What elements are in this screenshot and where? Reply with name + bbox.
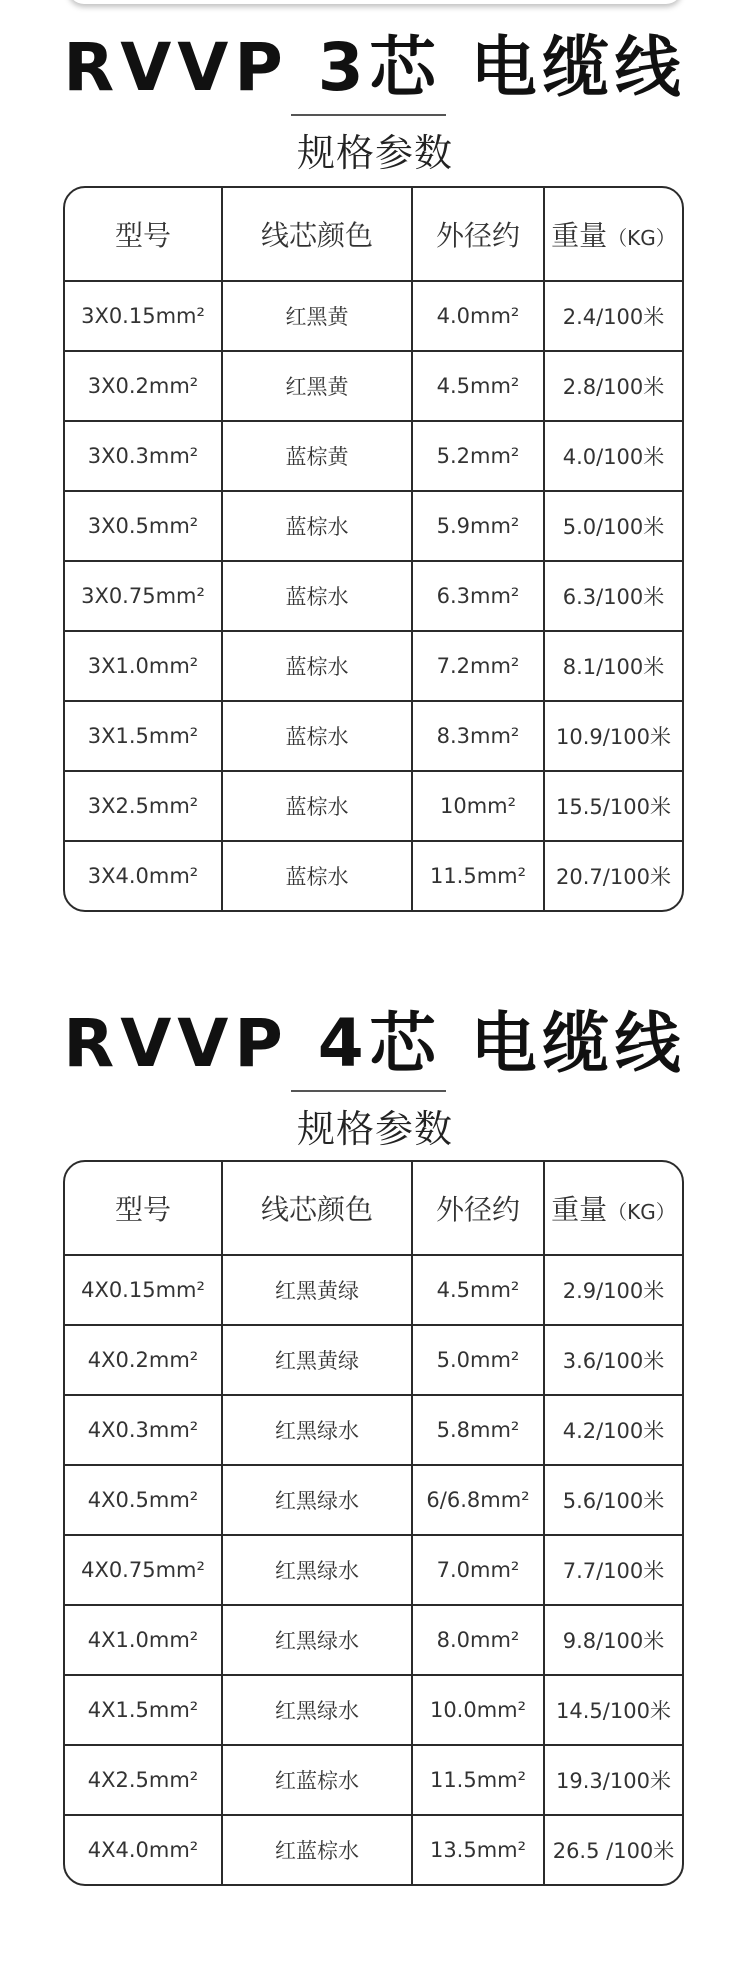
title-divider — [291, 114, 446, 116]
table-row — [65, 282, 682, 352]
cell-core-color: 蓝棕水 — [223, 562, 413, 632]
table-row — [65, 772, 682, 842]
cell-outer-diameter: 10mm² — [413, 772, 545, 842]
cell-model: 4X0.3mm² — [65, 1396, 223, 1466]
cell-model: 4X1.0mm² — [65, 1606, 223, 1676]
table-row — [65, 1816, 682, 1884]
cell-weight: 2.8/100米 — [545, 352, 682, 422]
table-row — [65, 1746, 682, 1816]
title-divider — [291, 1090, 446, 1092]
top-card-edge — [68, 0, 682, 4]
cell-outer-diameter: 4.5mm² — [413, 1256, 545, 1326]
cell-weight: 14.5/100米 — [545, 1676, 682, 1746]
table-row — [65, 352, 682, 422]
cell-weight: 26.5 /100米 — [552, 1839, 675, 1863]
table-row — [65, 1256, 682, 1326]
section-title: RVVP 4芯 电缆线 — [63, 1005, 687, 1082]
cell-model: 3X2.5mm² — [65, 772, 223, 842]
cell-core-color: 红黑黄绿 — [223, 1326, 413, 1396]
table-row — [65, 1396, 682, 1466]
cell-weight: 5.6/100米 — [545, 1466, 682, 1536]
cell-outer-diameter: 4.0mm² — [413, 282, 545, 352]
cell-core-color: 红黑绿水 — [223, 1536, 413, 1606]
cell-weight: 20.7/100米 — [556, 865, 671, 889]
section-subtitle: 规格参数 — [296, 1107, 453, 1151]
header-model: 型号 — [65, 188, 223, 282]
cell-weight: 2.9/100米 — [545, 1256, 682, 1326]
cell-model: 3X0.15mm² — [65, 282, 223, 352]
cell-core-color: 蓝棕水 — [223, 632, 413, 702]
cell-outer-diameter: 7.0mm² — [413, 1536, 545, 1606]
header-weight-label: 重量 — [551, 219, 608, 252]
cell-weight: 3.6/100米 — [545, 1326, 682, 1396]
table-row — [65, 842, 682, 910]
cell-weight: 5.0/100米 — [545, 492, 682, 562]
cell-outer-diameter: 5.0mm² — [413, 1326, 545, 1396]
cell-outer-diameter: 7.2mm² — [413, 632, 545, 702]
section-title: RVVP 3芯 电缆线 — [63, 29, 687, 106]
cell-outer-diameter: 10.0mm² — [413, 1676, 545, 1746]
cell-model: 3X1.0mm² — [65, 632, 223, 702]
cell-core-color: 蓝棕黄 — [223, 422, 413, 492]
header-weight-unit: （KG） — [607, 1200, 676, 1224]
cell-core-color: 红蓝棕水 — [223, 1816, 413, 1884]
header-model: 型号 — [65, 1162, 223, 1256]
cell-weight: 4.0/100米 — [545, 422, 682, 492]
cell-weight: 6.3/100米 — [545, 562, 682, 632]
cell-core-color: 红黑黄 — [223, 352, 413, 422]
cell-core-color: 红黑黄绿 — [223, 1256, 413, 1326]
cell-model: 3X0.3mm² — [65, 422, 223, 492]
cell-core-color: 红黑绿水 — [223, 1676, 413, 1746]
cell-model: 3X0.2mm² — [65, 352, 223, 422]
table-row — [65, 492, 682, 562]
cell-core-color: 红蓝棕水 — [223, 1746, 413, 1816]
table-header-row — [65, 188, 682, 282]
cell-model: 4X0.2mm² — [65, 1326, 223, 1396]
cell-core-color: 红黑绿水 — [223, 1396, 413, 1466]
cell-outer-diameter: 5.9mm² — [413, 492, 545, 562]
cell-core-color: 蓝棕水 — [223, 492, 413, 562]
table-row — [65, 1606, 682, 1676]
cell-weight: 19.3/100米 — [545, 1746, 682, 1816]
cell-weight: 8.1/100米 — [545, 632, 682, 702]
table-row — [65, 422, 682, 492]
cell-outer-diameter: 5.2mm² — [413, 422, 545, 492]
header-weight — [545, 1162, 682, 1256]
header-core-color: 线芯颜色 — [223, 1162, 413, 1256]
cell-model: 4X2.5mm² — [65, 1746, 223, 1816]
header-weight-label: 重量 — [551, 1193, 608, 1226]
cell-outer-diameter: 6.3mm² — [413, 562, 545, 632]
table-row — [65, 632, 682, 702]
cell-core-color: 红黑绿水 — [223, 1466, 413, 1536]
cell-outer-diameter: 11.5mm² — [413, 842, 545, 910]
cell-model: 4X0.15mm² — [65, 1256, 223, 1326]
section-subtitle: 规格参数 — [296, 131, 453, 175]
cell-outer-diameter: 4.5mm² — [413, 352, 545, 422]
cell-model: 4X0.5mm² — [65, 1466, 223, 1536]
cell-model: 4X4.0mm² — [65, 1816, 223, 1884]
header-weight-unit: （KG） — [607, 226, 676, 250]
cell-weight: 9.8/100米 — [545, 1606, 682, 1676]
cell-core-color: 蓝棕水 — [223, 772, 413, 842]
header-weight — [545, 188, 682, 282]
cell-outer-diameter: 8.0mm² — [413, 1606, 545, 1676]
table-header-row — [65, 1162, 682, 1256]
table-row — [65, 1466, 682, 1536]
cell-outer-diameter: 5.8mm² — [413, 1396, 545, 1466]
spec-table-4-core — [63, 1160, 684, 1886]
spec-table-3-core — [63, 186, 684, 912]
cell-model: 3X0.75mm² — [65, 562, 223, 632]
cell-core-color: 红黑绿水 — [223, 1606, 413, 1676]
cell-core-color: 红黑黄 — [223, 282, 413, 352]
cell-model: 4X0.75mm² — [65, 1536, 223, 1606]
table-row — [65, 562, 682, 632]
cell-weight: 7.7/100米 — [545, 1536, 682, 1606]
cell-weight: 2.4/100米 — [545, 282, 682, 352]
cell-weight: 4.2/100米 — [545, 1396, 682, 1466]
cell-outer-diameter: 11.5mm² — [413, 1746, 545, 1816]
cell-outer-diameter: 8.3mm² — [413, 702, 545, 772]
table-row — [65, 702, 682, 772]
cell-core-color: 蓝棕水 — [223, 842, 413, 910]
cell-model: 3X4.0mm² — [65, 842, 223, 910]
header-outer-diameter: 外径约 — [413, 188, 545, 282]
header-core-color: 线芯颜色 — [223, 188, 413, 282]
cell-outer-diameter: 13.5mm² — [413, 1816, 545, 1884]
header-outer-diameter: 外径约 — [413, 1162, 545, 1256]
cell-weight: 10.9/100米 — [545, 702, 682, 772]
cell-model: 4X1.5mm² — [65, 1676, 223, 1746]
cell-model: 3X0.5mm² — [65, 492, 223, 562]
table-row — [65, 1326, 682, 1396]
cell-core-color: 蓝棕水 — [223, 702, 413, 772]
cell-outer-diameter: 6/6.8mm² — [413, 1466, 545, 1536]
table-row — [65, 1536, 682, 1606]
table-row — [65, 1676, 682, 1746]
cell-weight: 15.5/100米 — [545, 772, 682, 842]
cell-model: 3X1.5mm² — [65, 702, 223, 772]
